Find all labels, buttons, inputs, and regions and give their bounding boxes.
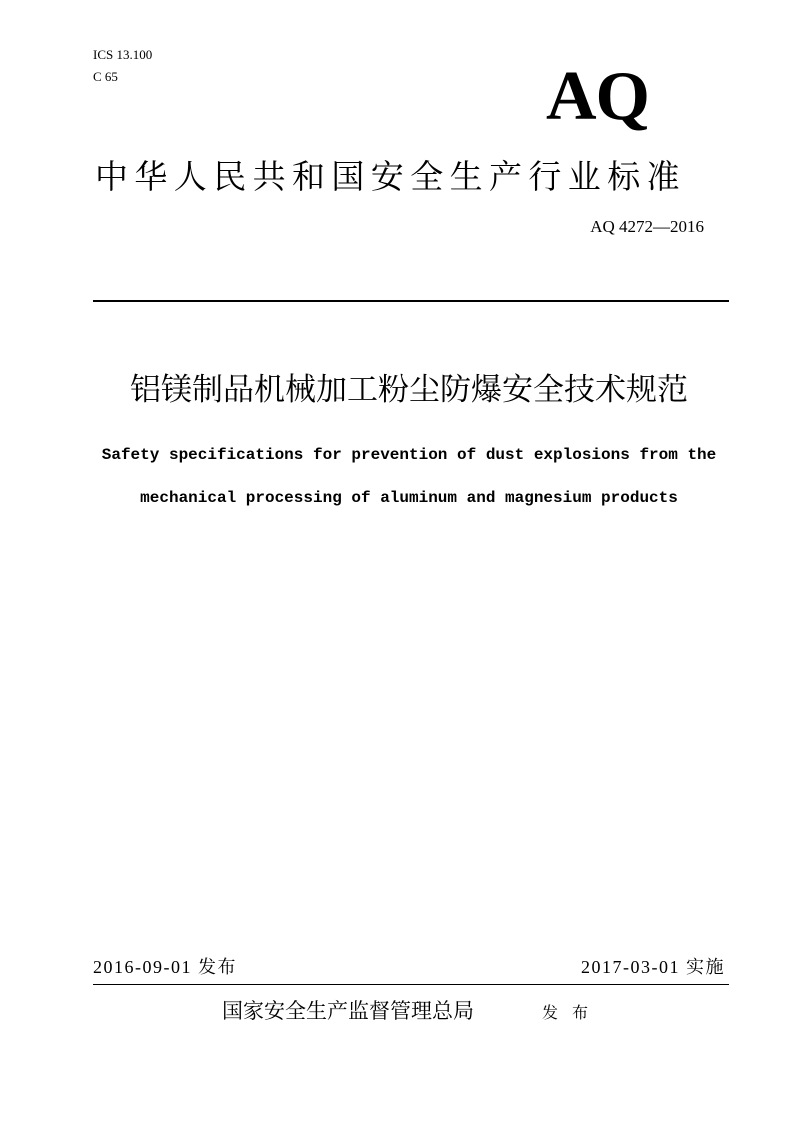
publish-date: 2016-09-01 发布 — [93, 957, 237, 977]
ics-code: ICS 13.100 — [93, 47, 153, 62]
document-title-english-line2: mechanical processing of aluminum and magnesium products — [140, 489, 678, 507]
aq-logo: AQ — [546, 58, 649, 135]
national-standard-heading: 中华人民共和国安全生产行业标准 — [95, 157, 686, 196]
footer-divider — [93, 984, 729, 985]
implement-date: 2017-03-01 实施 — [581, 957, 725, 977]
document-title-chinese: 铝镁制品机械加工粉尘防爆安全技术规范 — [130, 372, 688, 408]
document-title-english-line1: Safety specifications for prevention of dust explosions from the — [101, 446, 717, 464]
classification-code: C 65 — [93, 69, 118, 84]
standard-code: AQ 4272—2016 — [590, 217, 704, 236]
issuing-organization: 国家安全生产监督管理总局 — [222, 999, 474, 1023]
issuer-action: 发布 — [542, 1003, 603, 1022]
header-divider — [93, 300, 729, 302]
